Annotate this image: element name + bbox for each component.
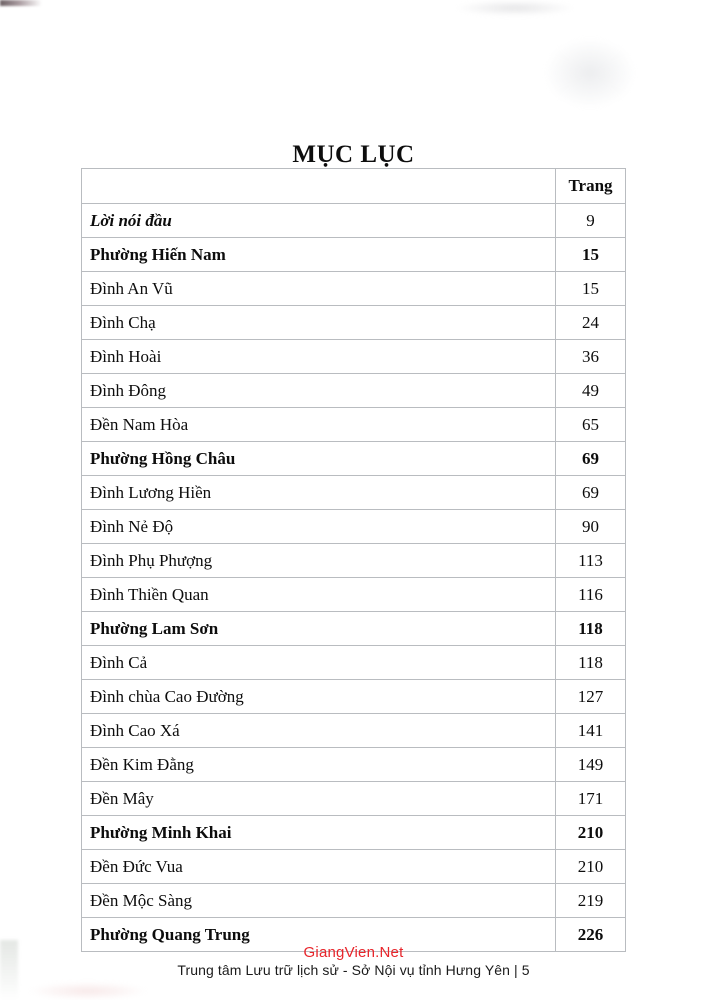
toc-entry-title: Đình Chạ [82, 306, 556, 340]
column-header-page: Trang [556, 169, 626, 204]
table-row [82, 782, 626, 816]
toc-entry-page-number: 141 [556, 714, 626, 748]
toc-entry-page-number: 171 [556, 782, 626, 816]
footer-credit-line: Trung tâm Lưu trữ lịch sử - Sở Nội vụ tỉnh Hưng Yên | 5 [177, 962, 530, 979]
toc-entry-title: Đền Kim Đằng [82, 748, 556, 782]
toc-entry-page-number: 69 [556, 476, 626, 510]
toc-entry-page-number: 24 [556, 306, 626, 340]
scan-artifact-top-right-2 [545, 38, 635, 108]
toc-entry-page-number: 149 [556, 748, 626, 782]
table-row [82, 748, 626, 782]
toc-entry-title: Đình Phụ Phượng [82, 544, 556, 578]
page-title: MỤC LỤC [292, 140, 415, 168]
table-row [82, 238, 626, 272]
table-row [82, 510, 626, 544]
table-row [82, 442, 626, 476]
table-row [82, 306, 626, 340]
toc-entry-page-number: 65 [556, 408, 626, 442]
toc-entry-page-number: 15 [556, 272, 626, 306]
table-row [82, 714, 626, 748]
toc-entry-title: Đình Cao Xá [82, 714, 556, 748]
table-row [82, 408, 626, 442]
table-row [82, 340, 626, 374]
toc-entry-title: Đình Thiền Quan [82, 578, 556, 612]
table-row [82, 612, 626, 646]
table-row [82, 374, 626, 408]
table-row [82, 884, 626, 918]
toc-entry-title: Đình An Vũ [82, 272, 556, 306]
toc-entry-title: Phường Minh Khai [82, 816, 556, 850]
table-row [82, 680, 626, 714]
toc-entry-page-number: 49 [556, 374, 626, 408]
toc-entry-title: Đình chùa Cao Đường [82, 680, 556, 714]
toc-entry-title: Đình Cả [82, 646, 556, 680]
toc-entry-title: Phường Hiến Nam [82, 238, 556, 272]
table-row [82, 850, 626, 884]
toc-entry-title: Đình Đông [82, 374, 556, 408]
toc-entry-title: Đền Đức Vua [82, 850, 556, 884]
toc-entry-page-number: 113 [556, 544, 626, 578]
toc-entry-page-number: 210 [556, 816, 626, 850]
toc-entry-page-number: 127 [556, 680, 626, 714]
toc-entry-title: Đền Nam Hòa [82, 408, 556, 442]
toc-entry-page-number: 36 [556, 340, 626, 374]
column-header-entry [82, 169, 556, 204]
toc-entry-page-number: 90 [556, 510, 626, 544]
table-row [82, 272, 626, 306]
toc-entry-page-number: 15 [556, 238, 626, 272]
table-header-row [82, 169, 626, 204]
scan-artifact-bottom-left-2 [28, 982, 148, 1000]
toc-entry-page-number: 118 [556, 646, 626, 680]
toc-entry-title: Phường Quang Trung [82, 918, 556, 952]
watermark-giangvien: GiangVien.Net [303, 944, 404, 961]
toc-entry-title: Đình Lương Hiền [82, 476, 556, 510]
toc-entry-page-number: 210 [556, 850, 626, 884]
scan-artifact-top-right [455, 0, 575, 16]
table-row [82, 204, 626, 238]
table-header [82, 169, 626, 204]
toc-entry-title: Lời nói đầu [82, 204, 556, 238]
table-of-contents [81, 168, 626, 952]
table-row [82, 646, 626, 680]
page-footer [0, 944, 707, 979]
scan-artifact-top-left [0, 0, 42, 6]
table-row [82, 476, 626, 510]
toc-entry-title: Phường Hồng Châu [82, 442, 556, 476]
table-row [82, 816, 626, 850]
toc-entry-page-number: 116 [556, 578, 626, 612]
table-body [82, 204, 626, 952]
toc-entry-page-number: 9 [556, 204, 626, 238]
toc-entry-page-number: 219 [556, 884, 626, 918]
toc-entry-title: Phường Lam Sơn [82, 612, 556, 646]
toc-entry-page-number: 226 [556, 918, 626, 952]
table-row [82, 578, 626, 612]
toc-entry-page-number: 69 [556, 442, 626, 476]
toc-entry-title: Đình Hoài [82, 340, 556, 374]
table-row [82, 544, 626, 578]
toc-entry-page-number: 118 [556, 612, 626, 646]
toc-entry-title: Đình Nẻ Độ [82, 510, 556, 544]
toc-entry-title: Đền Mây [82, 782, 556, 816]
toc-entry-title: Đền Mộc Sàng [82, 884, 556, 918]
